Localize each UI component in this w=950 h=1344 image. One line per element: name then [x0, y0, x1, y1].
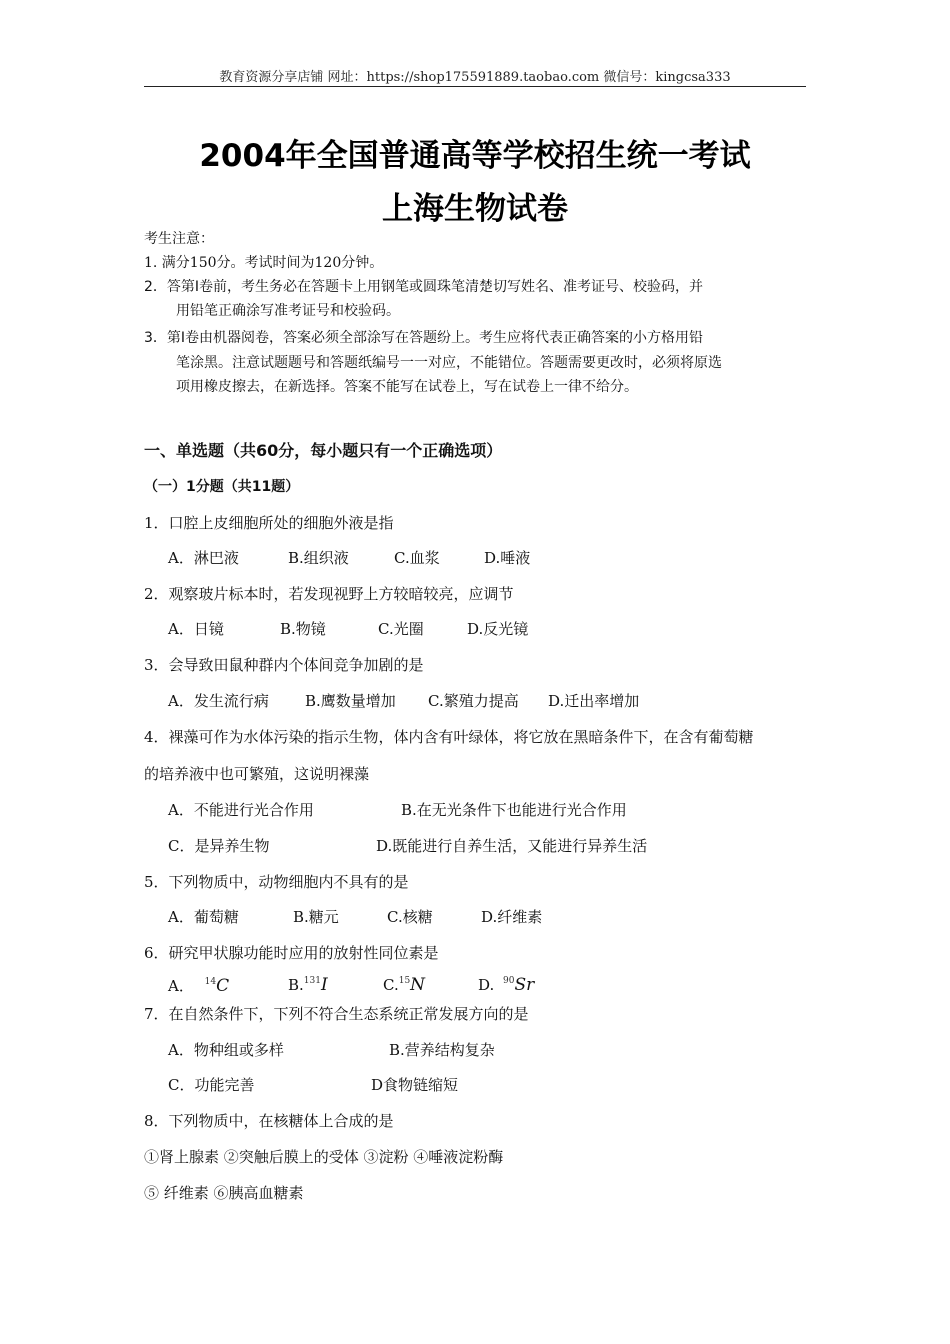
exam-title-line1: 2004年全国普通高等学校招生统一考试	[199, 138, 751, 174]
question-5-option-c: C.核糖	[387, 908, 433, 926]
nitrogen-symbol: N	[410, 975, 426, 995]
question-3-stem: 3．会导致田鼠种群内个体间竞争加剧的是	[144, 656, 424, 674]
question-5-option-d: D.纤维素	[481, 908, 543, 926]
question-6-option-a	[168, 975, 229, 996]
question-6-option-d	[478, 975, 534, 995]
option-d-label: D.	[478, 976, 495, 994]
option-a-label: A．	[168, 977, 194, 995]
question-6-stem: 6．研究甲状腺功能时应用的放射性同位素是	[144, 944, 439, 962]
question-5-stem: 5．下列物质中，动物细胞内不具有的是	[144, 873, 409, 891]
notice-item-2-cont: 用铅笔正确涂写准考证号和校验码。	[176, 303, 400, 319]
question-8-stem: 8．下列物质中，在核糖体上合成的是	[144, 1112, 394, 1130]
question-4-stem: 4．裸藻可作为水体污染的指示生物，体内含有叶绿体，将它放在黑暗条件下，在含有葡萄糖	[144, 728, 754, 746]
question-4-stem-cont: 的培养液中也可繁殖，这说明裸藻	[144, 765, 370, 783]
question-3-option-d: D.迁出率增加	[548, 692, 640, 710]
notice-heading: 考生注意：	[144, 231, 214, 247]
question-7-option-a: A．物种组或多样	[168, 1041, 284, 1059]
notice-item-3: 3．第Ⅰ卷由机器阅卷，答案必须全部涂写在答题纷上。考生应将代表正确答案的小方格用铅	[144, 330, 704, 346]
carbon-mass-number: 14	[204, 977, 217, 987]
question-4-option-d: D.既能进行自养生活，又能进行异养生活	[376, 837, 648, 855]
question-7-option-b: B.营养结构复杂	[389, 1041, 495, 1059]
iodine-mass-number: 131	[303, 976, 321, 986]
iodine-symbol: I	[320, 975, 328, 995]
question-1-option-b: B.组织液	[288, 549, 349, 567]
question-6-option-c	[383, 975, 425, 995]
question-3-option-a: A．发生流行病	[168, 692, 269, 710]
strontium-symbol: Sr	[514, 975, 535, 995]
question-4-option-c: C．是异养生物	[168, 837, 270, 855]
notice-item-3-cont1: 笔涂黑。注意试题题号和答题纸编号一一对应，不能错位。答题需要更改时，必须将原选	[176, 355, 722, 371]
question-8-items-line2: ⑤ 纤维素 ⑥胰高血糖素	[144, 1184, 304, 1202]
notice-item-3-cont2: 项用橡皮擦去，在新选择。答案不能写在试卷上，写在试卷上一律不给分。	[176, 379, 638, 395]
carbon-symbol: C	[216, 976, 230, 996]
question-4-option-b: B.在无光条件下也能进行光合作用	[401, 801, 627, 819]
question-1-option-d: D.唾液	[484, 549, 531, 567]
exam-title-line2: 上海生物试卷	[382, 191, 568, 227]
question-7-option-c: C．功能完善	[168, 1076, 255, 1094]
question-5-option-a: A．葡萄糖	[168, 908, 239, 926]
question-2-option-a: A．日镜	[168, 620, 224, 638]
question-2-option-b: B.物镜	[280, 620, 326, 638]
nitrogen-mass-number: 15	[398, 976, 411, 986]
question-7-option-d: D食物链缩短	[371, 1076, 459, 1094]
option-b-label: B.	[288, 976, 304, 994]
subsection-heading: （一）1分题（共11题）	[144, 479, 300, 495]
notice-item-1: 1. 满分150分。考试时间为120分钟。	[144, 255, 384, 271]
question-8-items-line1: ①肾上腺素 ②突触后膜上的受体 ③淀粉 ④唾液淀粉酶	[144, 1148, 504, 1166]
question-2-option-c: C.光圈	[378, 620, 424, 638]
question-3-option-c: C.繁殖力提高	[428, 692, 519, 710]
header-rule	[144, 86, 806, 87]
question-6-option-b	[288, 975, 328, 995]
question-4-option-a: A．不能进行光合作用	[168, 801, 314, 819]
question-2-stem: 2．观察玻片标本时，若发现视野上方较暗较亮，应调节	[144, 585, 514, 603]
question-1-option-a: A．淋巴液	[168, 549, 239, 567]
question-1-stem: 1．口腔上皮细胞所处的细胞外液是指	[144, 514, 394, 532]
section-heading: 一、单选题（共60分，每小题只有一个正确选项）	[144, 441, 503, 460]
page-header: 教育资源分享店铺 网址：https://shop175591889.taobao.com 微信号：kingcsa333	[219, 70, 731, 85]
strontium-mass-number: 90	[503, 976, 515, 986]
question-3-option-b: B.鹰数量增加	[305, 692, 396, 710]
question-5-option-b: B.糖元	[293, 908, 339, 926]
question-2-option-d: D.反光镜	[467, 620, 529, 638]
notice-item-2: 2．答第Ⅰ卷前，考生务必在答题卡上用钢笔或圆珠笔清楚切写姓名、准考证号、校验码，并	[144, 279, 704, 295]
question-1-option-c: C.血浆	[394, 549, 440, 567]
option-c-label: C.	[383, 976, 399, 994]
question-7-stem: 7．在自然条件下，下列不符合生态系统正常发展方向的是	[144, 1005, 529, 1023]
